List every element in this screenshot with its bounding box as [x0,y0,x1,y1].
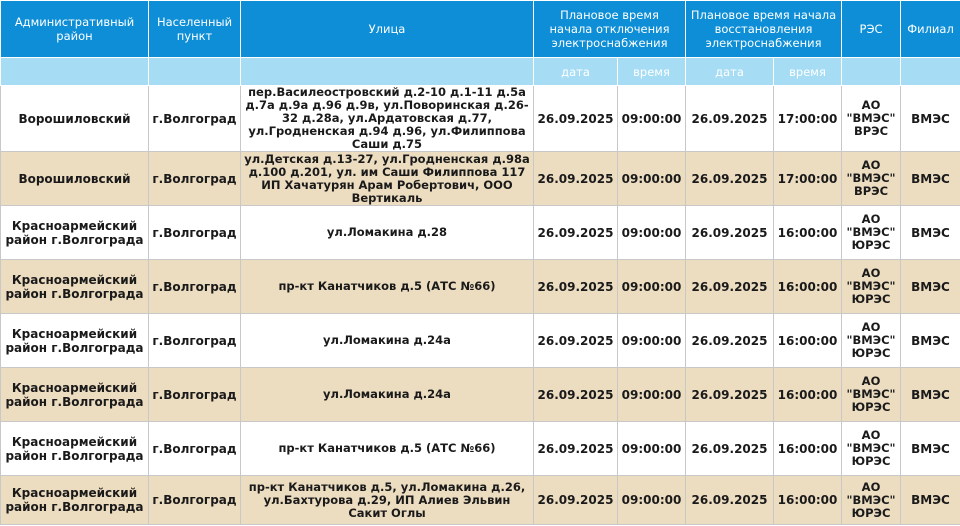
cell-street: ул.Ломакина д.28 [241,206,534,260]
cell-branch: ВМЭС [901,368,960,422]
cell-date-off: 26.09.2025 [534,476,618,525]
cell-date-off: 26.09.2025 [534,152,618,206]
cell-date-on: 26.09.2025 [686,422,774,476]
table-row [1,476,960,525]
cell-res: АО "ВМЭС" ЮРЭС [842,206,901,260]
cell-branch: ВМЭС [901,206,960,260]
col-street-header: Улица [241,1,534,58]
col-on-time-header: Плановое время начала восстановления электроснабжения [686,1,842,58]
cell-time-off: 09:00:00 [618,314,686,368]
col-off-time-header: Плановое время начала отключения электроснабжения [534,1,686,58]
cell-time-off: 09:00:00 [618,206,686,260]
cell-res: АО "ВМЭС" ВРЭС [842,152,901,206]
cell-date-off: 26.09.2025 [534,206,618,260]
cell-date-on: 26.09.2025 [686,206,774,260]
col-res-header: РЭС [842,1,901,58]
cell-date-off: 26.09.2025 [534,260,618,314]
subheader-empty [901,58,960,86]
col-district-header: Административный район [1,1,149,58]
cell-res: АО "ВМЭС" ЮРЭС [842,260,901,314]
subheader-empty [1,58,149,86]
table-row [1,422,960,476]
subheader-empty [149,58,241,86]
cell-res: АО "ВМЭС" ЮРЭС [842,314,901,368]
cell-district: Красноармейский район г.Волгограда [1,260,149,314]
cell-street: ул.Ломакина д.24а [241,314,534,368]
subheader-time-off: время [618,58,686,86]
cell-street: пер.Василеостровский д.2-10 д.1-11 д.5а д.7а д.9а д.96 д.9в, ул.Поворинская д.26-32 д.28а, ул.Ардатовская д.77, ул.Гродненская д.94 д.96, ул.Филиппова Саши д.75 [241,86,534,152]
cell-time-on: 16:00:00 [774,422,842,476]
cell-res: АО "ВМЭС" ЮРЭС [842,422,901,476]
cell-time-on: 16:00:00 [774,260,842,314]
cell-res: АО "ВМЭС" ЮРЭС [842,368,901,422]
cell-date-on: 26.09.2025 [686,314,774,368]
cell-street: ул.Детская д.13-27, ул.Гродненская д.98а д.100 д.201, ул. им Саши Филиппова 117 ИП Хачатурян Арам Робертович, ООО Вертикаль [241,152,534,206]
cell-date-on: 26.09.2025 [686,152,774,206]
cell-district: Красноармейский район г.Волгограда [1,368,149,422]
cell-res: АО "ВМЭС" ВРЭС [842,86,901,152]
cell-district: Красноармейский район г.Волгограда [1,206,149,260]
subheader-row [1,58,960,86]
cell-locality: г.Волгоград [149,368,241,422]
cell-time-on: 16:00:00 [774,314,842,368]
header-row [1,1,960,58]
cell-locality: г.Волгоград [149,476,241,525]
table-row [1,260,960,314]
cell-branch: ВМЭС [901,314,960,368]
cell-branch: ВМЭС [901,86,960,152]
cell-branch: ВМЭС [901,152,960,206]
cell-locality: г.Волгоград [149,314,241,368]
table-row [1,152,960,206]
subheader-empty [842,58,901,86]
subheader-date-off: дата [534,58,618,86]
table-row [1,206,960,260]
cell-date-off: 26.09.2025 [534,314,618,368]
cell-time-off: 09:00:00 [618,86,686,152]
cell-date-on: 26.09.2025 [686,476,774,525]
cell-time-off: 09:00:00 [618,422,686,476]
cell-district: Красноармейский район г.Волгограда [1,314,149,368]
cell-district: Ворошиловский [1,152,149,206]
table-body [1,86,960,525]
cell-time-off: 09:00:00 [618,368,686,422]
cell-street: пр-кт Канатчиков д.5, ул.Ломакина д.26, ул.Бахтурова д.29, ИП Алиев Эльвин Сакит Оглы [241,476,534,525]
cell-res: АО "ВМЭС" ЮРЭС [842,476,901,525]
subheader-empty [241,58,534,86]
cell-district: Красноармейский район г.Волгограда [1,422,149,476]
table-row [1,314,960,368]
cell-locality: г.Волгоград [149,422,241,476]
cell-time-off: 09:00:00 [618,152,686,206]
cell-district: Ворошиловский [1,86,149,152]
cell-street: ул.Ломакина д.24а [241,368,534,422]
cell-street: пр-кт Канатчиков д.5 (АТС №66) [241,260,534,314]
table-row [1,368,960,422]
cell-branch: ВМЭС [901,260,960,314]
cell-date-off: 26.09.2025 [534,86,618,152]
cell-locality: г.Волгоград [149,152,241,206]
cell-date-on: 26.09.2025 [686,86,774,152]
cell-date-off: 26.09.2025 [534,368,618,422]
cell-time-off: 09:00:00 [618,476,686,525]
cell-locality: г.Волгоград [149,260,241,314]
cell-time-on: 17:00:00 [774,152,842,206]
cell-date-on: 26.09.2025 [686,260,774,314]
col-branch-header: Филиал [901,1,960,58]
cell-district: Красноармейский район г.Волгограда [1,476,149,525]
cell-branch: ВМЭС [901,476,960,525]
cell-date-on: 26.09.2025 [686,368,774,422]
cell-date-off: 26.09.2025 [534,422,618,476]
col-locality-header: Населенный пункт [149,1,241,58]
cell-street: пр-кт Канатчиков д.5 (АТС №66) [241,422,534,476]
cell-locality: г.Волгоград [149,206,241,260]
cell-locality: г.Волгоград [149,86,241,152]
cell-time-on: 16:00:00 [774,476,842,525]
subheader-time-on: время [774,58,842,86]
subheader-date-on: дата [686,58,774,86]
cell-time-off: 09:00:00 [618,260,686,314]
cell-time-on: 16:00:00 [774,368,842,422]
table-row [1,86,960,152]
cell-time-on: 16:00:00 [774,206,842,260]
cell-time-on: 17:00:00 [774,86,842,152]
cell-branch: ВМЭС [901,422,960,476]
